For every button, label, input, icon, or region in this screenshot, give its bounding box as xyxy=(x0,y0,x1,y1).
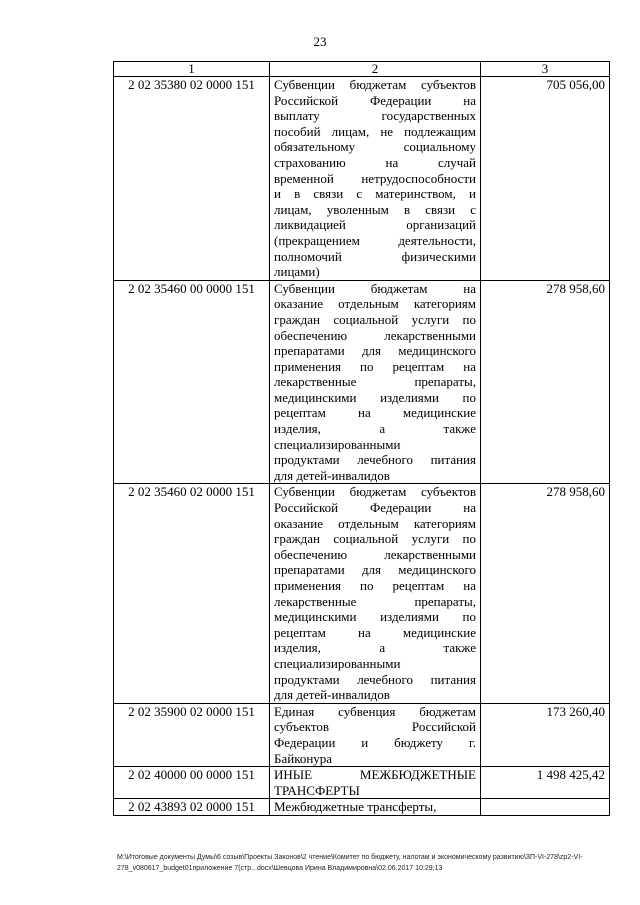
description-line: пособий лицам, не подлежащим xyxy=(274,123,476,139)
amount-cell: 173 260,40 xyxy=(481,703,610,766)
description-line: для детей-инвалидов xyxy=(274,467,390,483)
description-line: Единая субвенция бюджетам xyxy=(274,703,476,719)
description-line: ликвидацией организаций xyxy=(274,217,476,233)
page-number: 23 xyxy=(313,34,327,49)
budget-code-cell: 2 02 35460 02 0000 151 xyxy=(114,484,270,703)
description-cell xyxy=(270,767,481,799)
description-line: субъектов Российской xyxy=(274,719,476,735)
description-line: обеспечению лекарственными xyxy=(274,546,476,562)
description-line: изделия, а также xyxy=(274,421,476,437)
description-line: для детей-инвалидов xyxy=(274,687,390,703)
description-line: временной нетрудоспособности xyxy=(274,170,476,186)
description-cell xyxy=(270,799,481,816)
description-line: страхованию на случай xyxy=(274,154,476,170)
description-line: и в связи с материнством, и xyxy=(274,186,476,202)
description-line: изделия, а также xyxy=(274,640,476,656)
description-line: лекарственные препараты, xyxy=(274,593,476,609)
description-line: Субвенции бюджетам субъектов xyxy=(274,77,476,92)
description-line: применения по рецептам на xyxy=(274,578,476,593)
table-body xyxy=(114,77,610,816)
description-line: лекарственные препараты, xyxy=(274,374,476,390)
amount-cell xyxy=(481,799,610,816)
description-line: Российской Федерации на xyxy=(274,92,476,108)
description-line: медицинскими изделиями по xyxy=(274,389,476,405)
description-cell xyxy=(270,280,481,484)
description-cell xyxy=(270,484,481,703)
description-line: обеспечению лекарственными xyxy=(274,327,476,343)
description-line: Субвенции бюджетам субъектов xyxy=(274,484,476,500)
description-cell xyxy=(270,703,481,766)
description-line: продуктами лечебного питания xyxy=(274,452,476,468)
description-line: препаратами для медицинского xyxy=(274,562,476,578)
budget-code-cell: 2 02 35380 02 0000 151 xyxy=(114,77,270,281)
amount-cell: 278 958,60 xyxy=(481,280,610,484)
description-line: граждан социальной услуги по xyxy=(274,531,476,547)
description-line: граждан социальной услуги по xyxy=(274,311,476,327)
description-line: полномочий физическими xyxy=(274,248,476,264)
document-path-footer xyxy=(117,852,617,874)
description-line: Субвенции бюджетам на xyxy=(274,280,476,296)
description-line: выплату государственных xyxy=(274,108,476,124)
column-header-1: 1 xyxy=(114,62,270,77)
description-line: Байконура xyxy=(274,750,333,766)
description-line: продуктами лечебного питания xyxy=(274,671,476,687)
table-header-row xyxy=(114,62,610,77)
budget-code-cell: 2 02 35460 00 0000 151 xyxy=(114,280,270,484)
description-line: Российской Федерации на xyxy=(274,500,476,516)
description-line: лицам, уволенным в связи с xyxy=(274,201,476,217)
table-row xyxy=(114,484,610,703)
column-header-3: 3 xyxy=(481,62,610,77)
budget-table xyxy=(113,61,610,816)
description-line: оказание отдельным категориям xyxy=(274,296,476,312)
description-line: Федерации и бюджету г. xyxy=(274,734,476,750)
description-line: применения по рецептам на xyxy=(274,358,476,374)
table-row xyxy=(114,77,610,281)
footer-line-2: 278_v080617_budget01приложение 7(стр...docx\Шевцова Ирина Владимировна\02.06.2017 10:29:13 xyxy=(117,865,443,872)
column-header-2: 2 xyxy=(270,62,481,77)
description-line: (прекращением деятельности, xyxy=(274,232,476,248)
description-line: медицинскими изделиями по xyxy=(274,609,476,625)
table-row xyxy=(114,703,610,766)
description-line: специализированными xyxy=(274,655,401,671)
footer-line-1: M:\Итоговые документы Думы\6 созыв\Проекты Законов\2 чтение\Комитет по бюджету, налогам и экономическому развитию\ЗП-VI-278\zp2-VI- xyxy=(117,854,583,861)
description-cell xyxy=(270,77,481,281)
budget-code-cell: 2 02 43893 02 0000 151 xyxy=(114,799,270,816)
description-line: лицами) xyxy=(274,264,320,280)
amount-cell: 705 056,00 xyxy=(481,77,610,281)
description-line: рецептам на медицинские xyxy=(274,624,476,640)
amount-cell: 278 958,60 xyxy=(481,484,610,703)
description-line: обязательному социальному xyxy=(274,139,476,155)
budget-code-cell: 2 02 40000 00 0000 151 xyxy=(114,767,270,799)
description-line: специализированными xyxy=(274,436,401,452)
description-line: рецептам на медицинские xyxy=(274,405,476,421)
description-line: ТРАНСФЕРТЫ xyxy=(274,782,360,798)
description-line: Межбюджетные трансферты, xyxy=(274,799,437,815)
description-line: препаратами для медицинского xyxy=(274,343,476,359)
budget-code-cell: 2 02 35900 02 0000 151 xyxy=(114,703,270,766)
amount-cell: 1 498 425,42 xyxy=(481,767,610,799)
description-line: оказание отдельным категориям xyxy=(274,515,476,531)
table-row xyxy=(114,767,610,799)
table-row xyxy=(114,280,610,484)
description-line: ИНЫЕ МЕЖБЮДЖЕТНЫЕ xyxy=(274,767,476,783)
table-row xyxy=(114,799,610,816)
